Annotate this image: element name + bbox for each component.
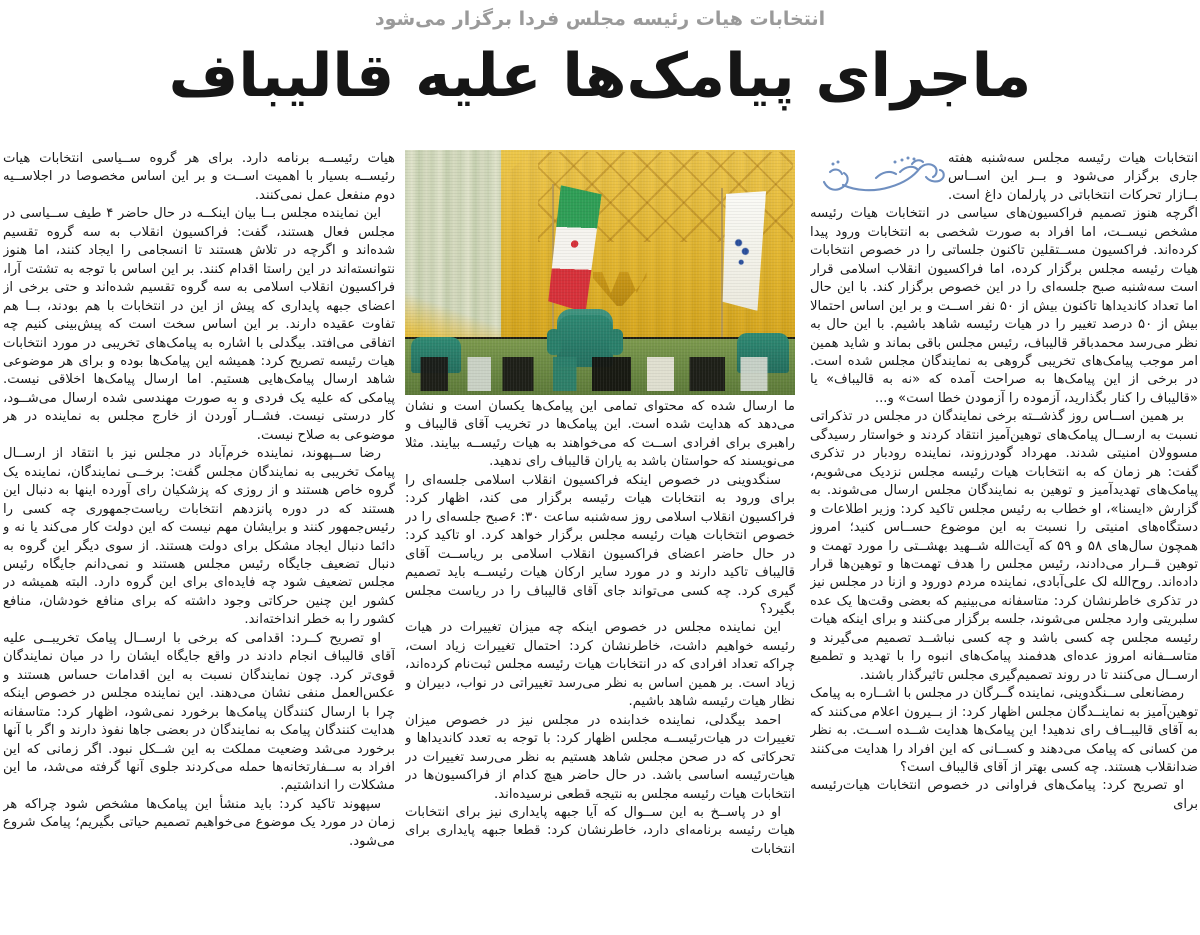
paragraph xyxy=(810,150,1198,408)
paragraph: هیات رئیســه برنامه دارد. برای هر گروه ســیاسی انتخابات هیات رئیســه بسیار با اهمیت اســت و بر این اساس مخصوصا در اجلاســیه دوم منفعل عمل نمی‌کنند. xyxy=(3,151,395,203)
article-headline: ماجرای پیامک‌ها علیه قالیباف xyxy=(168,40,1032,111)
paragraph: رضا ســپهوند، نماینده خرم‌آباد در مجلس نیز با انتقاد از ارســال پیامک تخریبی به نمایندگان مجلس گفت: برخــی نمایندگان، نماینده یک گروه خاص هستند و از روزی که پزشکیان رای آورده اینها به دنبال این هستند که در دوره پانزدهم انتخابات ریاست‌جمهوری چه کسی را رئیس‌جمهور کنند و برایشان مهم نیست که این دولت کار می‌کند یا نه و دائما دنبال ایجاد مشکل برای دولت هستند. از سوی دیگر این گروه به دنبال تضعیف جایگاه رئیس مجلس هستند و نمی‌دانم جایگاه رئیس مجلس تضعیف شود چه فایده‌ای برای این گروه دارد. البته همیشه در کشور این چنین حرکاتی وجود داشته که برای منافع خودشان، منافع کشور را به خطر انداخته‌اند. xyxy=(3,446,395,628)
photo-desk-monitors xyxy=(405,357,795,391)
paragraph: ما ارسال شده که محتوای تمامی این پیامک‌ها یکسان است و نشان می‌دهد که هدایت شده است. این پیامک‌ها در تخریب آقای قالیباف و راهبری برای افرادی اســت که می‌خواهند به هیات رئیســه بیایند. مثلا می‌نویسند که حواستان باشد به یاران قالیباف رای ندهید. xyxy=(405,399,795,470)
paragraph: او تصریح کــرد: اقدامی که برخی با ارســال پیامک تخریبــی علیه آقای قالیباف انجام دادند در واقع جایگاه ایشان را در میان نمایندگان قوی‌تر کرد. چون نمایندگان نسبت به این اقدامات حساس هستند و عکس‌العمل منفی نشان می‌دهند. این نماینده مجلس در خصوص اینکه چرا با ارسال کنندگان پیامک‌ها برخورد نمی‌شود، اظهار کرد: متاسفانه هدایت کنندگان پیامک به نمایندگان در بعضی جاها نفوذ دارند و اگر با آنها برخورد می‌شد وضعیت مملکت به این شــکل نبود. اگر زمانی که این افراد به ســفارتخانه‌ها حمله می‌کردند جلوی آنها گرفته می‌شد، ما این مشکلات را انداشتیم. xyxy=(3,630,395,794)
paragraph: او تصریح کرد: پیامک‌های فراوانی در خصوص انتخابات هیات‌رئیسه برای xyxy=(810,778,1198,812)
paragraph: احمد بیگدلی، نماینده خدابنده در مجلس نیز در خصوص میزان تغییرات در هیات‌رئیســه مجلس اظهار کرد: با توجه به تعدد کاندیداها و تحرکاتی که در صحن مجلس شاهد هستیم به نظر می‌رسد تغییرات در هیات‌رئیسه اساسی باشد. در حال حاضر هیچ کدام از فراکسیون‌ها در انتخابات هیات رئیسه مجلس به نتیجه قطعی نرسیده‌اند. xyxy=(405,712,795,802)
paragraph-text: انتخابات هیات رئیسه مجلس سه‌شنبه هفته جاری برگزار می‌شود و بــر این اســاس بــازار تحرکات انتخاباتی در پارلمان داغ است. اگرچه هنوز تصمیم فراکسیون‌های سیاسی در انتخابات هیات رئیسه مشخص نیســت، اما افراد به صورت شخصی به انتخابات ورود پیدا کرده‌اند. فراکسیون مســتقلین تاکنون جلساتی را در خصوص انتخابات هیات رئیسه مجلس برگزار کرده، اما فراکسیون انقلاب اسلامی قرار است سه‌شنبه صبح جلسه‌ای را در این خصوص برگزار کند. با این حال اما تعداد کاندیداها تاکنون بیش از ۵۰ نفر اســت و بر این اساس احتمالا بیش از ۵۰ درصد تغییر را در هیات رئیسه شاهد باشیم. با این حال به نظر می‌رسد محمدباقر قالیباف، رئیس مجلس باقی بماند و شاید همین امر موجب پیامک‌های تخریبی گروهی به نمایندگان مجلس شده است. در برخی از این پیامک‌ها به صراحت آمده که «نه به قالیباف» یا «قالیباف را کنار بگذارید، آزموده را آزمودن خطا است» و... xyxy=(810,151,1198,406)
paragraph: رمضانعلی ســنگدوینی، نماینده گــرگان در مجلس با اشــاره به پیامک توهین‌آمیز به نماینــدگان مجلس اظهار کرد: از بــیرون اعلام می‌کنند که به آقای قالیبــاف رای ندهید! این پیامک‌ها هدایت شــده اســت. به نظر من کسانی که پیامک می‌دهند و کســانی که این افراد را هدایت می‌کنند ضدانقلاب هستند. چه کسی بهتر از آقای قالیباف است؟ xyxy=(810,686,1198,775)
paragraph: این نماینده مجلس در خصوص اینکه چه میزان تغییرات در هیات رئیسه خواهیم داشت، خاطرنشان کرد: احتمال تغییرات زیاد است، چراکه تعداد افرادی که در انتخابات هیات رئیسه مجلس ثبت‌نام کرده‌اند، زیاد است. بر همین اساس به نظر می‌رسد تغییراتی در نواب، دبیران و نظار هیات رئیسه شاهد باشیم. xyxy=(405,620,795,710)
column-middle xyxy=(405,150,795,935)
paragraph: سنگدوینی در خصوص اینکه فراکسیون انقلاب اسلامی جلسه‌ای را برای ورود به انتخابات هیات رئیسه برگزار می کند، اظهار کرد: فراکسیون انقلاب اسلامی روز سه‌شنبه ساعت ۳۰: ۶صبح جلسه‌ای را در خصوص انتخابات هیات رئیسه مجلس برگزار خواهد کرد. او تاکید کرد: در حال حاضر اعضای فراکسیون انقلاب اسلامی بر ریاســت آقای قالیباف تاکید دارند و در مورد سایر ارکان هیات رئیســه باید تصمیم گیری کرد. چه کسی می‌تواند جای آقای قالیباف را در ریاست مجلس بگیرد؟ xyxy=(405,472,795,617)
column-left xyxy=(3,150,395,935)
paragraph: او در پاســخ به این ســوال که آیا جبهه پایداری نیز برای انتخابات هیات رئیسه برنامه‌ای دارد، خاطرنشان کرد: قطعا جبهه پایداری برای انتخابات xyxy=(405,804,795,857)
parliament-photo xyxy=(405,150,795,395)
paragraph: این نماینده مجلس بــا بیان اینکــه در حال حاضر ۴ طیف ســیاسی در مجلس فعال هستند، گفت: فراکسیون انقلاب به سه گروه تقسیم شده‌اند و اگرچه در تلاش هستند تا انسجامی را ایجاد کنند، اما هنوز نتوانسته‌اند در این راستا اقدام کنند. بر این اساس با توجه به تشتت آرا، فراکسیون انقلاب اسلامی به سه گروه تقسیم شده‌اند و حتی برخی از اعضای جبهه پایداری که پیش از این در انتخابات با هم بودند، بــا هم تفاوت عقیده دارند. بر این اساس سخت است که پیش‌بینی کنیم چه اتفاقی می‌افتد. بیگدلی با اشاره به پیامک‌های تخریبی در مورد انتخابات هیات رئیسه تصریح کرد: همیشه این پیامک‌ها بوده و برای هر موضوعی شاهد ارسال پیامک‌هایی هستیم. اما ارسال پیامک‌ها اخلاقی نیست. پیامکی که علیه یک فردی و به صورت مهندسی شده ارسال می‌شــود، کار درستی نیست. فشــار آوردن از خارج مجلس به نماینده در هر موضوعی به صلاح نیست. xyxy=(3,206,395,443)
article-body xyxy=(0,150,1200,935)
article-kicker: انتخابات هیات رئیسه مجلس فردا برگزار می‌شود xyxy=(374,8,826,30)
paragraph: بر همین اســاس روز گذشــته برخی نمایندگان در مجلس در تذکراتی نسبت به ارســال پیامک‌های توهین‌آمیز انتقاد کردند و خواستار رسیدگی مسوولان امنیتی شدند. مهرداد گودرزوند، نماینده رودبار در تذکری گفت: هر زمان که به انتخابات هیات رئیسه مجلس نزدیک می‌شویم، پیامک‌های تهدیدآمیز و توهین به نمایندگان مجلس ارسال می‌شوند. به گزارش «ایسنا»، او خطاب به رئیس مجلس تاکید کرد: وزیر اطلاعات و دستگاه‌های امنیتی را نسبت به این موضوع حســاس کنید؛ امروز همچون سال‌های ۵۸ و ۵۹ که آیت‌الله شــهید بهشــتی را مورد تهمت و توهین قــرار می‌دادند، رئیس مجلس را هدف تهمت‌ها و توهین‌ها قرار داده‌اند. روح‌الله لک علی‌آبادی، نماینده مردم دورود و ازنا در مجلس نیز در تذکری خاطرنشان کرد: متاسفانه می‌بینیم که بعضی وقت‌ها یک عده سلبریتی وارد مجلس می‌شوند، جلسه برگزار می‌کنند و برای اینکه هیات رئیسه مجلس چه کسی باشد و چه کسی نباشــد تصمیم می‌گیرند و متاســفانه امروز عده‌ای هدفمند پیامک‌های انبوه را با تهدید و تطمیع ارســال می‌کنند تا در روند تصمیم‌گیری مجلس تاثیرگذار باشند. xyxy=(810,409,1198,683)
photo-canvas xyxy=(405,150,795,395)
column-right xyxy=(810,150,1198,935)
paragraph: سپهوند تاکید کرد: باید منشأ این پیامک‌ها مشخص شود چراکه هر زمان در مورد یک موضوع می‌خواهیم تصمیم حیاتی بگیریم؛ پیامک شروع می‌شود. xyxy=(3,796,395,849)
donya-e-eqtesad-logo xyxy=(816,152,948,198)
